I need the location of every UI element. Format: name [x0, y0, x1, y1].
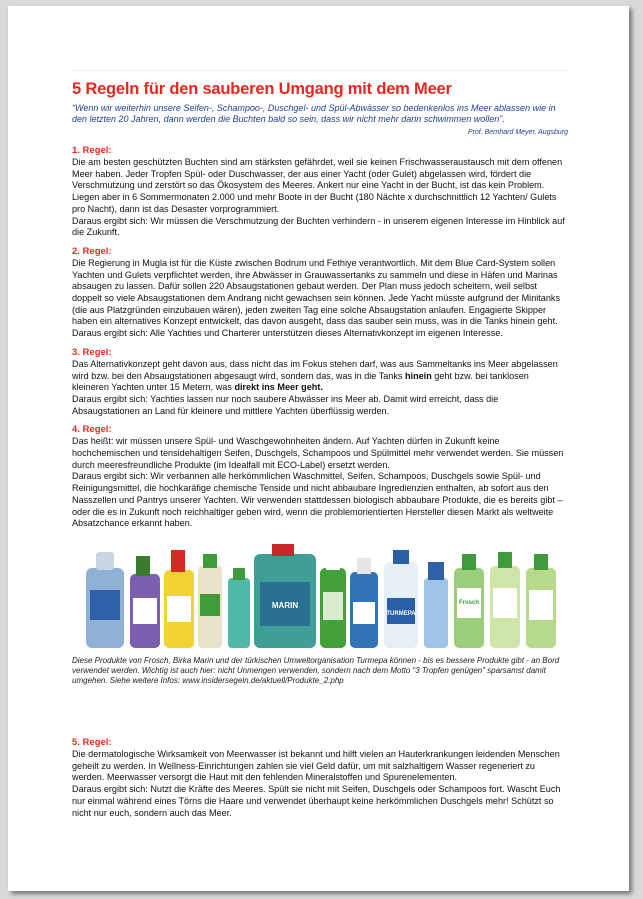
rule-3-text-start: Das Alternativkonzept geht davon aus, dass nicht das im Fokus stehen darf, was aus Sammeltanks ins Meer abgelassen wird bzw. bei den Absaugstationen abgesaugt wird, sondern das, was in die Tanks — [72, 358, 558, 381]
rule-1-body — [72, 157, 568, 239]
turmepa-label: TURMEPA — [386, 610, 416, 617]
rule-5-conclusion: Daraus ergibt sich: Nutzt die Kräfte des Meeres. Spült sie nicht mit Seifen, Duschgels oder Schampoos fort. Wascht Euch nur einmal während eines Törns die Haare und verwendet überhaupt keine herkömmlichen Duschgels mehr! Schützt so nicht nur euch, sondern auch das Meer. — [72, 784, 561, 818]
rule-3-emphasis-meer: direkt ins Meer geht. — [234, 382, 323, 393]
rule-3-body — [72, 359, 568, 418]
canister-label: MARIN — [271, 600, 299, 610]
rule-5-body — [72, 749, 568, 819]
rule-4-conclusion: Daraus ergibt sich: Wir verbannen alle herkömmlichen Waschmittel, Seifen, Schampoos, Duschgels sowie Spül- und Reinigungsmittel, die hochkaräfige chemische Tenside und nicht abbaubare Ingredienzien enthalten, ab sofort aus den Nasszellen und Pantrys unserer Yachten. Wir verwenden stattdessen biologisch abbaubare Produkte, die es bereits gibt – oder die es in Zukunft noch reichhaltiger geben wird, wenn die problemorientierten Hersteller diesen Markt als weltweite Absatzchance erkannt haben. — [72, 471, 563, 529]
rule-2-text: Die Regierung in Mugla ist für die Küste zwischen Bodrum und Fethiye verantwortlich. Mit dem Blue Card-System sollen Yachten und Gulets verpflichtet werden, ihre Abwässer in Grauwassertanks zu sammeln und diese in Häfen und Marinas absaugen zu lassen. Dafür sollen 220 Absaugstationen gebaut werden. Der Plan muss jedoch scheitern, weil selbst doppelt so viele Absaugstationen dem Andrang nicht gewachsen sein können. Jede Yacht müsste aufgrund der Minitanks (die aus Platzgründen einzubauen wären), jeden zweiten Tag eine solche Absaugstation anlaufen. Engagierte Skipper haben ein alternatives Konzept entwickelt, das davon ausgeht, dass das sauber sein muss, was in die Tanks hinein geht. — [72, 257, 561, 327]
quote-author: Prof. Bernhard Meyer, Augsburg — [467, 129, 568, 136]
intro-quote — [72, 103, 568, 138]
rule-2-title: 2. Regel: — [72, 245, 112, 257]
bottle-blue-detergent — [86, 552, 124, 648]
document-page — [8, 6, 629, 891]
bottle-cream-cleaner — [198, 554, 222, 648]
rule-3-emphasis-hinein: hinein — [404, 370, 432, 381]
canister-green-large — [254, 544, 316, 648]
bottle-yellow-cleaner — [164, 550, 194, 648]
rule-1-conclusion: Daraus ergibt sich: Wir müssen die Verschmutzung der Buchten verhindern - in unserem eigenen Interesse im Hinblick auf die Zukunft. — [72, 215, 565, 238]
rule-4-body — [72, 436, 568, 530]
bottle-turmepa-white — [384, 550, 418, 648]
rule-2-conclusion: Daraus ergibt sich: Alle Yachties und Charterer unterstützen dieses Alternativkonzept im eigenen Interesse. — [72, 328, 503, 339]
bottle-frosch-green-3 — [526, 554, 556, 648]
product-bottles-illustration — [72, 538, 564, 650]
rule-3-text-mid: geht bzw. bei tanklosen kleineren Yachten unter 15 Metern, was — [72, 370, 529, 393]
eco-products-photo — [72, 538, 564, 650]
rule-1-title: 1. Regel: — [72, 145, 112, 156]
bottle-purple-cleaner — [130, 556, 160, 648]
frosch-label: Frosch — [458, 599, 480, 606]
rule-5-text: Die dermatologische Wirksamkeit von Meerwasser ist bekannt und hilft vielen an Hauterkrankungen leidenden Menschen geheilt zu werden. In Wellness-Einrichtungen zahlen sie viel Geld dafür, um mit salzhaltigem Wasser regeneriert zu werden. Meerwasser versorgt die Haut mit den fehlenden Mineralstoffen und Spurenelementen. — [72, 748, 560, 783]
page-title: 5 Regeln für den sauberen Umgang mit dem Meer — [72, 80, 452, 98]
rule-5-title: 5. Regel: — [72, 736, 112, 748]
quote-text: “Wenn wir weiterhin unsere Seifen-, Schampoo-, Duschgel- und Spül-Abwässer so bedenkenlos ins Meer ablassen wie in den letzten 20 Jahren, dann werden die Buchten bald so sein, dass wir nicht mehr darin schwimmen wollen”. — [72, 103, 556, 124]
bottle-turmepa-blue — [350, 558, 378, 648]
rule-3-title: 3. Regel: — [72, 346, 112, 358]
rule-2-body — [72, 258, 568, 340]
bottle-teal-small — [228, 568, 250, 648]
document-content — [72, 64, 568, 819]
rule-1-text: Die am besten geschützten Buchten sind am stärksten gefährdet, weil sie keinen Frischwasseraustausch mit dem offenen Meer haben. Jeder Tropfen Spül- oder Duschwasser, der aus einer Yacht (oder Gulet) abgelassen wird, fördert die Verschmutzung und zerstört so das Ökosystem des Meeres. Ankert nur eine Yacht in der Bucht, ist das kein Problem. Liegen aber in 6 Sommermonaten 2.000 und mehr Boote in der Bucht (180 Nächte x durchschnittlich 12 Yachten/ Gulets pro Nacht), dann ist das Desaster vorprogrammiert. — [72, 157, 563, 214]
rule-3-conclusion: Daraus ergibt sich: Yachties lassen nur noch saubere Abwässer ins Meer ab. Damit wird erreicht, dass die Absaugstationen an Land für kleinere und mittlere Yachten überflüssig werden. — [72, 393, 499, 416]
rule-4-text: Das heißt: wir müssen unsere Spül- und Waschgewohnheiten ändern. Auf Yachten dürfen in Zukunft keine hochchemischen und tensidehaltigen Seifen, Duschgels, Schampoos und Spülmittel mehr verwendet werden. Sie müssen durch meeresfreundliche Produkte (im Idealfall mit ECO-Label) ersetzt werden. — [72, 436, 564, 470]
bottle-frosch-green-2 — [490, 552, 520, 648]
bottle-spray-blue — [424, 562, 448, 648]
bottle-frosch-green-1 — [454, 554, 484, 648]
bottle-green-dish — [320, 556, 346, 648]
rule-4-title: 4. Regel: — [72, 424, 112, 436]
product-caption: Diese Produkte von Frosch, Birka Marin und der türkischen Umweltorganisation Turmepa können - bis es bessere Produkte gibt - an Bord verwendet werden. Wichtig ist auch hier: nicht Unmengen verwenden, sondern nach dem Motto “3 Tropfen genügen” sparsamst damit umgehen. Siehe weitere Infos: www.insidersegeln.de/aktuell/Produkte_2.php — [72, 655, 560, 685]
